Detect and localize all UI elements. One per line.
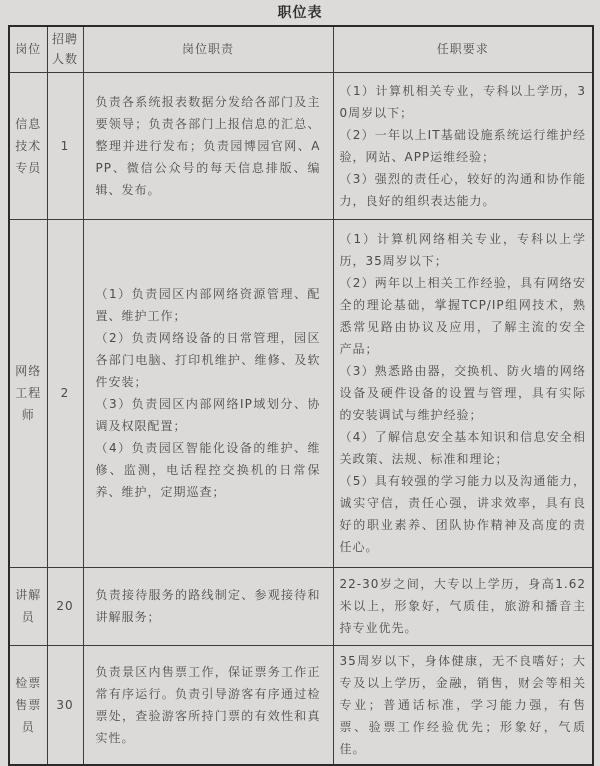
count-cell: 1 — [47, 72, 83, 219]
position-cell: 网络工程师 — [9, 219, 47, 567]
position-cell: 讲解员 — [9, 567, 47, 645]
duties-cell — [83, 645, 333, 765]
requirement-item: （5）具有较强的学习能力以及沟通能力，诚实守信，责任心强，讲求效率，具有良好的职业素养、团队协作精神及高度的责任心。 — [339, 474, 586, 554]
requirement-item: （2）一年以上IT基础设施系统运行维护经验，网站、APP运维经验； — [339, 127, 586, 164]
count-cell: 2 — [47, 219, 83, 567]
table-row — [9, 645, 593, 765]
position-cell: 信息技术专员 — [9, 72, 47, 219]
requirements-cell — [333, 567, 593, 645]
requirement-item: （1）计算机网络相关专业，专科以上学历，35周岁以下； — [339, 232, 586, 268]
duties-cell — [83, 72, 333, 219]
table-row — [9, 567, 593, 645]
duty-paragraph: （1）负责园区内部网络资源管理、配置、维护工作； — [95, 287, 321, 323]
requirements-cell — [333, 72, 593, 219]
duties-cell — [83, 219, 333, 567]
requirement-item: （3）熟悉路由器，交换机、防火墙的网络设备及硬件设备的设置与管理，具有实际的安装调试与维护经验； — [339, 364, 586, 422]
duty-paragraph: （2）负责网络设备的日常管理，园区各部门电脑、打印机维护、维修、及软件安装； — [95, 331, 321, 389]
table-header-row — [9, 26, 593, 72]
requirement-item: （1）计算机相关专业，专科以上学历，30周岁以下； — [339, 83, 586, 120]
table-body — [9, 72, 593, 765]
count-cell: 20 — [47, 567, 83, 645]
duty-paragraph: （4）负责园区智能化设备的维护、维修、监测，电话程控交换机的日常保养、维护，定期巡查； — [95, 441, 321, 499]
requirement-item: 22-30岁之间，大专以上学历，身高1.62米以上，形象好，气质佳，旅游和播音主持专业优先。 — [339, 577, 586, 635]
requirements-cell — [333, 219, 593, 567]
page-title: 职位表 — [277, 5, 323, 21]
header-cell-count: 招聘人数 — [47, 26, 83, 72]
header-cell-requirements: 任职要求 — [333, 26, 593, 72]
duty-paragraph: （3）负责园区内部网络IP域划分、协调及权限配置； — [95, 397, 321, 433]
positions-table — [8, 25, 594, 766]
count-cell: 30 — [47, 645, 83, 765]
duties-cell — [83, 567, 333, 645]
requirement-item: （3）强烈的责任心，较好的沟通和协作能力，良好的组织表达能力。 — [339, 171, 586, 208]
duty-paragraph: 负责景区内售票工作，保证票务工作正常有序运行。负责引导游客有序通过检票处，查验游客所持门票的有效性和真实性。 — [95, 664, 321, 745]
requirement-item: （2）两年以上相关工作经验，具有网络安全的理论基础，掌握TCP/IP组网技术，熟悉常见路由协议及应用，了解主流的安全产品； — [339, 276, 586, 356]
position-cell: 检票售票员 — [9, 645, 47, 765]
requirements-cell — [333, 645, 593, 765]
table-row — [9, 219, 593, 567]
header-cell-duties: 岗位职责 — [83, 26, 333, 72]
requirement-item: 35周岁以下，身体健康，无不良嗜好；大专及以上学历，金融，销售，财会等相关专业；普通话标准，学习能力强，有售票、验票工作经验优先；形象好，气质佳。 — [339, 653, 586, 756]
table-row — [9, 72, 593, 219]
header-cell-position: 岗位 — [9, 26, 47, 72]
duty-paragraph: 负责各系统报表数据分发给各部门及主要领导；负责各部门上报信息的汇总、整理并进行发布；负责园博园官网、APP、微信公众号的每天信息排版、编辑、发布。 — [95, 94, 321, 197]
duty-paragraph: 负责接待服务的路线制定、参观接待和讲解服务； — [95, 588, 321, 624]
requirement-item: （4）了解信息安全基本知识和信息安全相关政策、法规、标准和理论； — [339, 430, 586, 466]
